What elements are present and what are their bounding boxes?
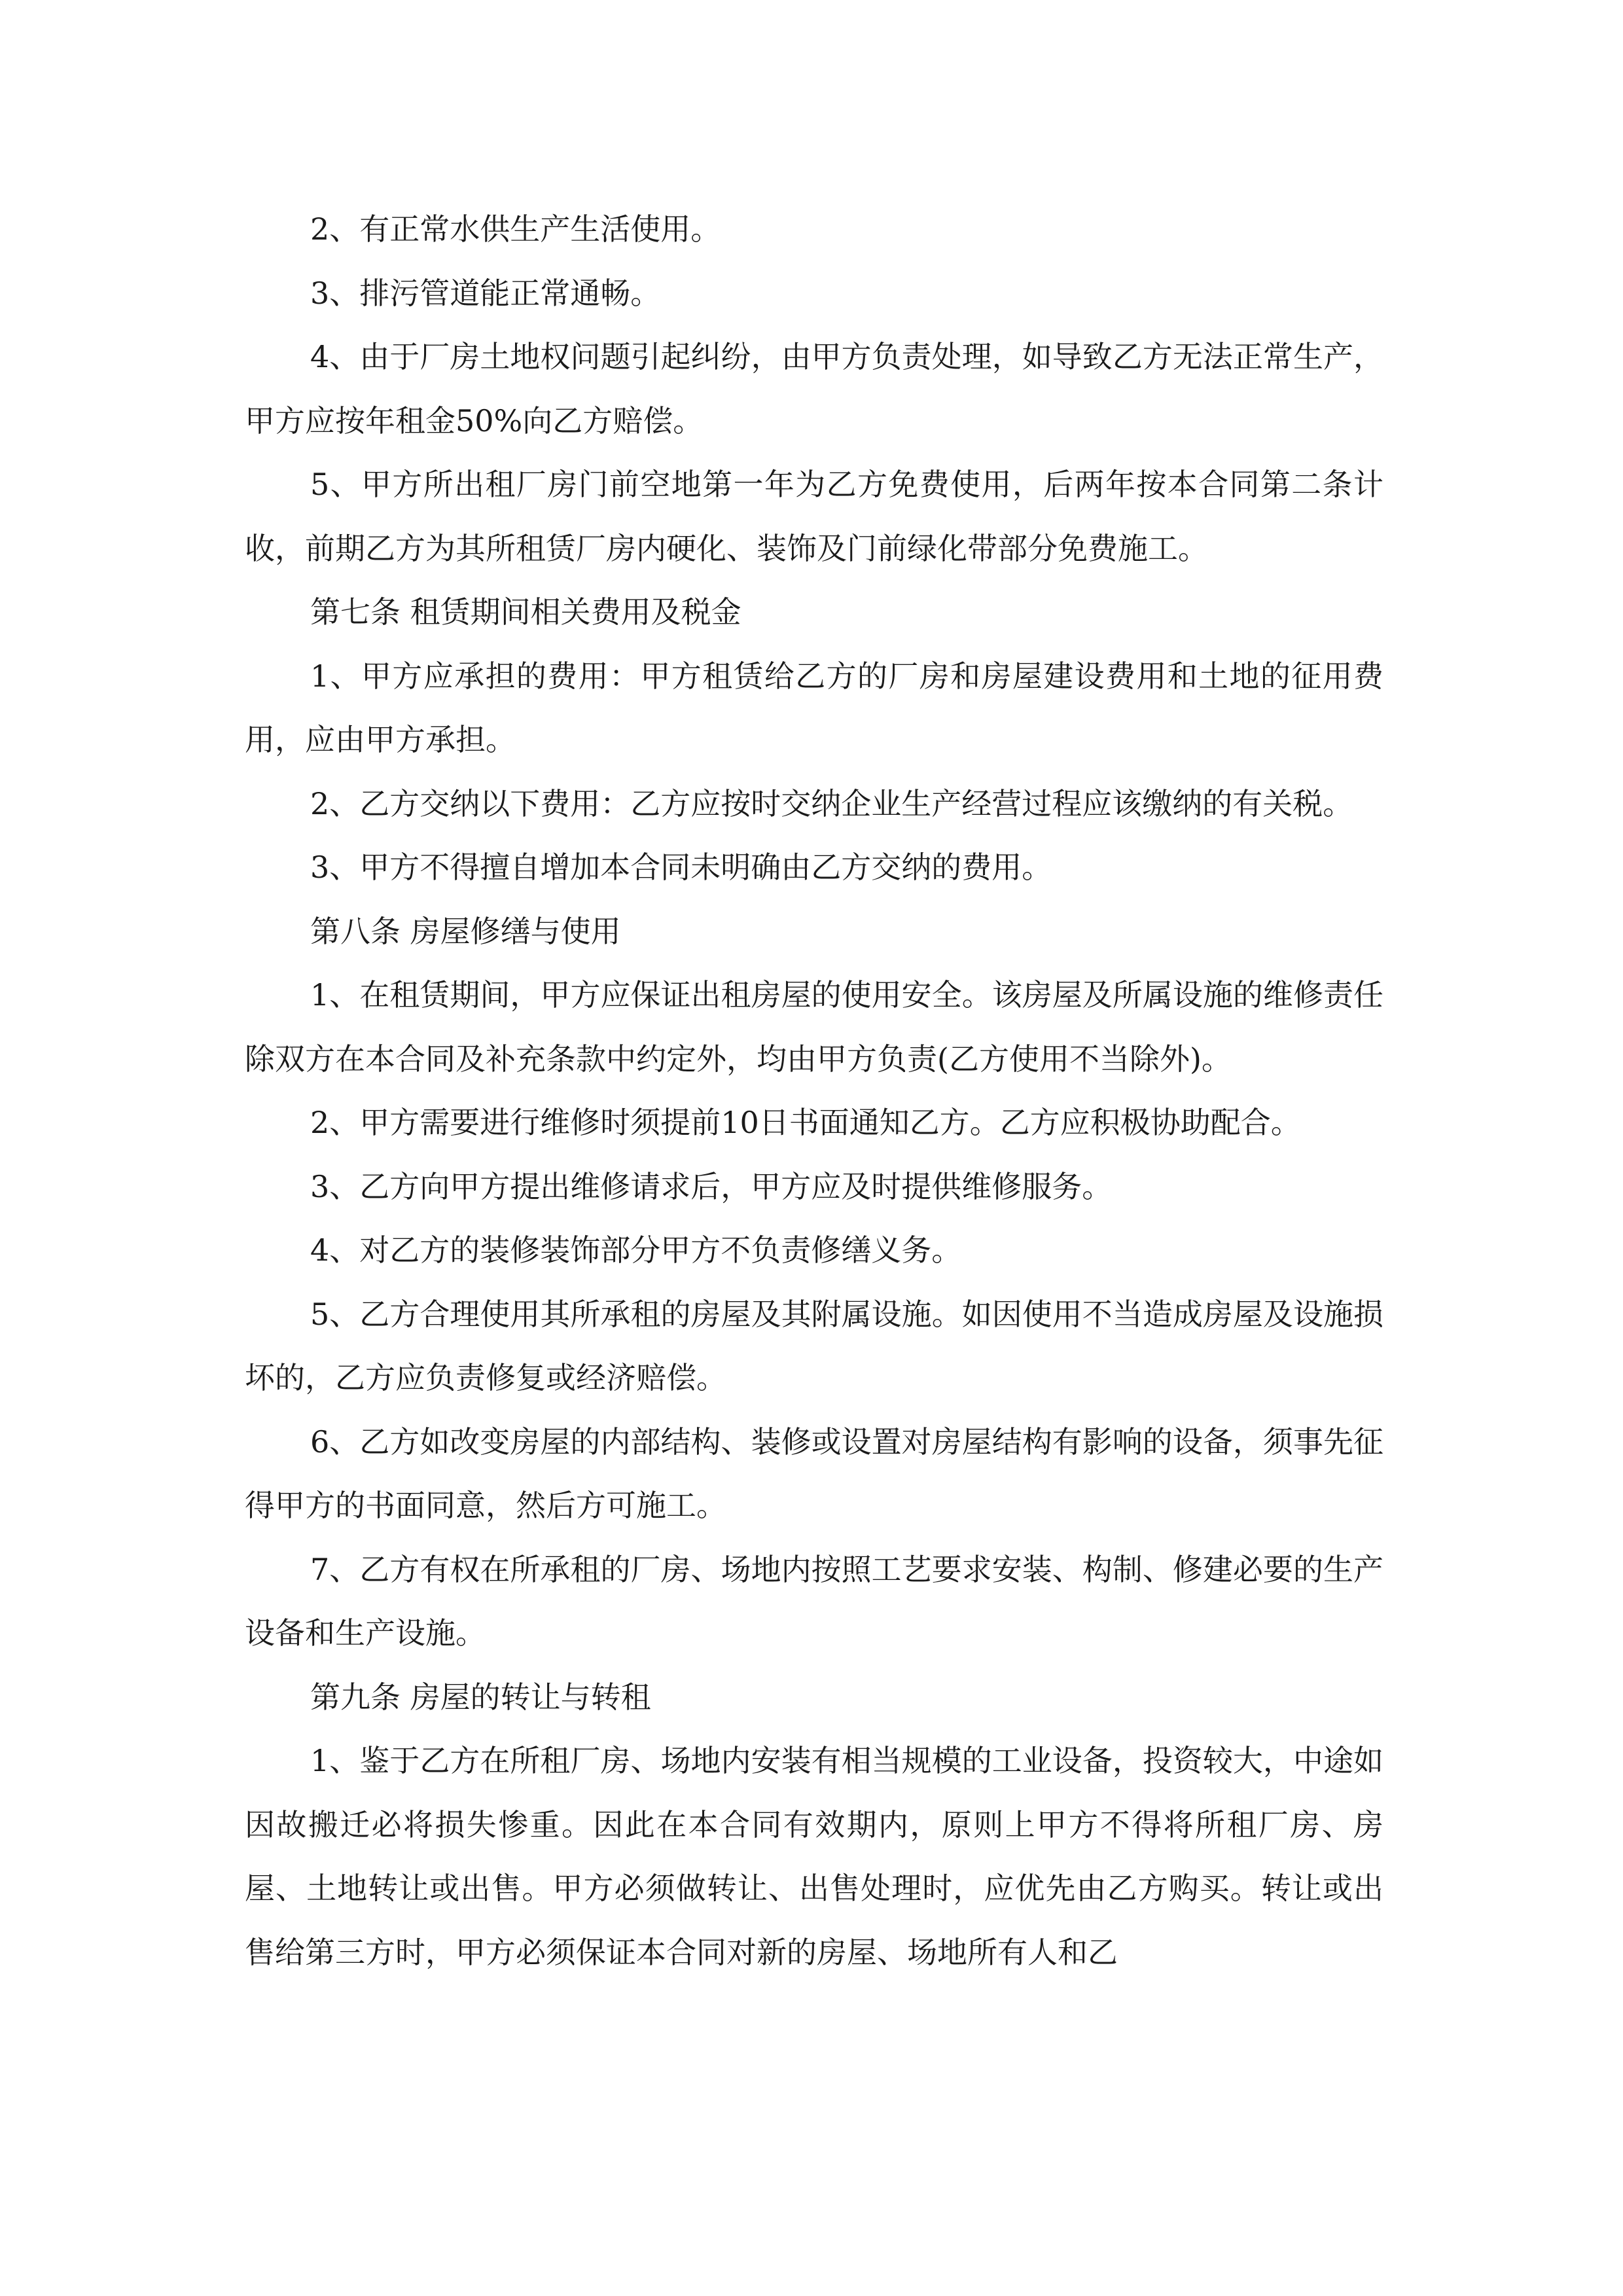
clause-7-item-2: 2、乙方交纳以下费用：乙方应按时交纳企业生产经营过程应该缴纳的有关税。: [310, 785, 1353, 821]
clause-8-item-3: 3、乙方向甲方提出维修请求后，甲方应及时提供维修服务。: [310, 1168, 1113, 1204]
clause-6-item-4: 4、由于厂房土地权问题引起纠纷，由甲方负责处理，如导致乙方无法正常生产，甲方应按年租金50%向乙方赔偿。: [245, 339, 1383, 439]
clause-6-item-2: 2、有正常水供生产生活使用。: [310, 211, 721, 247]
clause-9-heading: 第九条 房屋的转让与转租: [310, 1679, 651, 1715]
clause-9-item-1: 1、鉴于乙方在所租厂房、场地内安装有相当规模的工业设备，投资较大，中途如因故搬迁必将损失惨重。因此在本合同有效期内，原则上甲方不得将所租厂房、房屋、土地转让或出售。甲方必须做转让、出售处理时，应优先由乙方购买。转让或出售给第三方时，甲方必须保证本合同对新的房屋、场地所有人和乙: [245, 1743, 1383, 1970]
clause-8-item-1: 1、在租赁期间，甲方应保证出租房屋的使用安全。该房屋及所属设施的维修责任除双方在本合同及补充条款中约定外，均由甲方负责(乙方使用不当除外)。: [245, 977, 1383, 1077]
clause-8-item-4: 4、对乙方的装修装饰部分甲方不负责修缮义务。: [310, 1232, 962, 1268]
clause-6-item-5: 5、甲方所出租厂房门前空地第一年为乙方免费使用，后两年按本合同第二条计收，前期乙方为其所租赁厂房内硬化、装饰及门前绿化带部分免费施工。: [245, 467, 1383, 566]
clause-8-item-6: 6、乙方如改变房屋的内部结构、装修或设置对房屋结构有影响的设备，须事先征得甲方的书面同意，然后方可施工。: [245, 1424, 1383, 1523]
clause-8-item-7: 7、乙方有权在所承租的厂房、场地内按照工艺要求安装、构制、修建必要的生产设备和生产设施。: [245, 1551, 1383, 1651]
clause-7-item-1: 1、甲方应承担的费用：甲方租赁给乙方的厂房和房屋建设费用和土地的征用费用，应由甲方承担。: [245, 658, 1383, 757]
document-body: [245, 198, 1383, 1984]
clause-7-item-3: 3、甲方不得擅自增加本合同未明确由乙方交纳的费用。: [310, 850, 1052, 885]
clause-6-item-3: 3、排污管道能正常通畅。: [310, 275, 661, 311]
clause-7-heading: 第七条 租赁期间相关费用及税金: [310, 594, 741, 630]
clause-8-item-5: 5、乙方合理使用其所承租的房屋及其附属设施。如因使用不当造成房屋及设施损坏的，乙方应负责修复或经济赔偿。: [245, 1296, 1383, 1395]
clause-8-item-2: 2、甲方需要进行维修时须提前10日书面通知乙方。乙方应积极协助配合。: [310, 1105, 1301, 1140]
clause-8-heading: 第八条 房屋修缮与使用: [310, 913, 621, 949]
